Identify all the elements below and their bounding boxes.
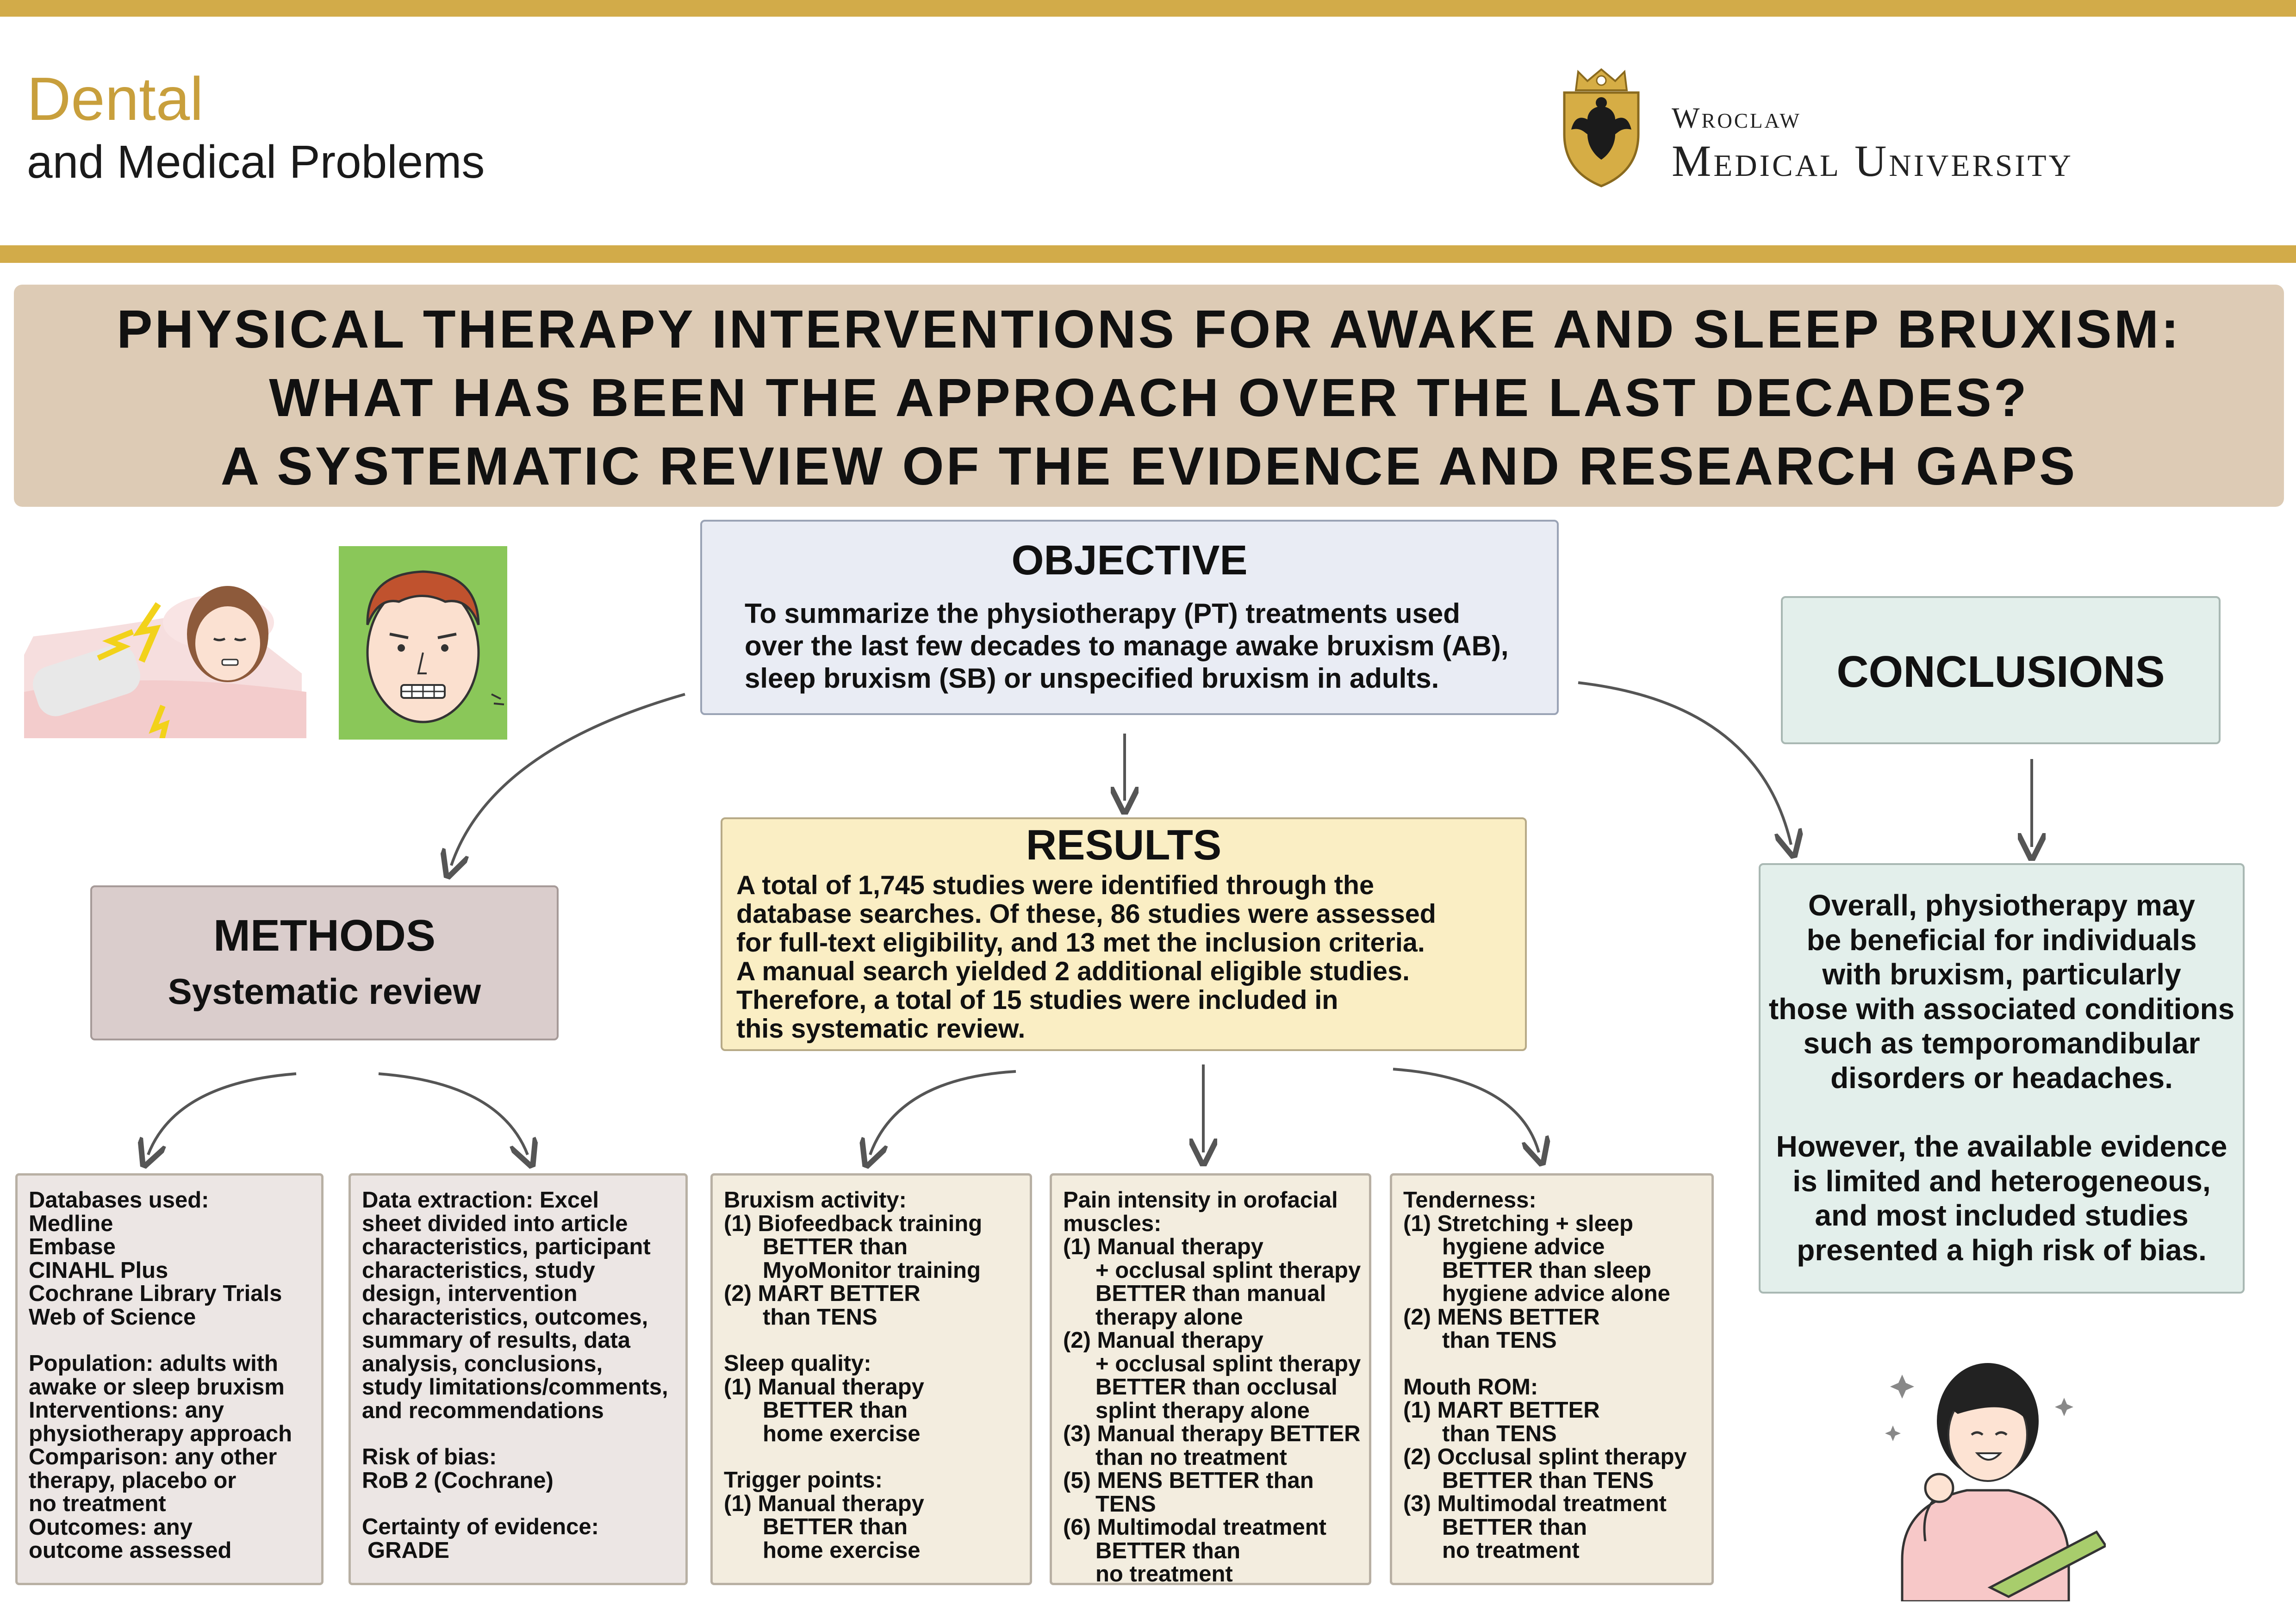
objective-line: To summarize the physiotherapy (PT) treatments used [745, 598, 1460, 629]
box-line: than no treatment [1095, 1444, 1287, 1470]
conclusions-line: such as temporomandibular [1803, 1027, 2200, 1060]
box-line: no treatment [1442, 1538, 1580, 1563]
university-name-line1: Wroclaw [1672, 101, 1801, 134]
box-line: BETTER than [763, 1234, 908, 1259]
box-line: BETTER than [763, 1398, 908, 1423]
conclusions-line: with bruxism, particularly [1822, 958, 2181, 991]
results-line: for full-text eligibility, and 13 met the inclusion criteria. [736, 928, 1425, 958]
box-line: Risk of bias: [362, 1444, 497, 1469]
box-line: (1) Stretching + sleep [1403, 1211, 1633, 1236]
box-line: (1) Manual therapy [724, 1374, 924, 1400]
conclusions-line: Overall, physiotherapy may [1808, 889, 2195, 922]
box-line: home exercise [763, 1421, 921, 1446]
results-line: Therefore, a total of 15 studies were included in [736, 985, 1338, 1015]
objective-heading: OBJECTIVE [1011, 537, 1248, 584]
box-line: and recommendations [362, 1398, 604, 1423]
box-line: (2) MART BETTER [724, 1281, 921, 1306]
box-line: no treatment [1095, 1562, 1233, 1587]
objective-text [745, 597, 1557, 695]
conclusions-line: is limited and heterogeneous, [1792, 1164, 2211, 1198]
results-heading: RESULTS [1026, 822, 1222, 869]
journal-name-line1: Dental [27, 65, 204, 133]
title-line2: WHAT HAS BEEN THE APPROACH OVER THE LAST DECADES? [269, 367, 2029, 428]
box-line: (2) Manual therapy [1063, 1328, 1263, 1353]
box-line: (1) Manual therapy [724, 1491, 924, 1516]
conclusions-line: those with associated conditions [1768, 992, 2235, 1026]
conclusions-text-box [1759, 863, 2245, 1294]
box-line: Medline [29, 1211, 113, 1236]
box-line: summary of results, data [362, 1328, 631, 1353]
methods-subheading: Systematic review [168, 971, 481, 1012]
box-line: MyoMonitor training [763, 1257, 981, 1283]
box-line: BETTER than [1442, 1514, 1587, 1540]
box-line: Data extraction: Excel [362, 1188, 599, 1213]
box-line: (2) Occlusal splint therapy [1403, 1444, 1687, 1469]
box-line: therapy alone [1095, 1304, 1243, 1330]
box-line: (6) Multimodal treatment [1063, 1515, 1326, 1540]
title-line1: PHYSICAL THERAPY INTERVENTIONS FOR AWAKE AND SLEEP BRUXISM: [117, 299, 2181, 359]
pain-intensity-box [1050, 1173, 1371, 1585]
objective-line: over the last few decades to manage awake bruxism (AB), [745, 630, 1509, 661]
box-line: study limitations/comments, [362, 1375, 668, 1400]
box-line: (1) Manual therapy [1063, 1234, 1263, 1259]
box-line: hygiene advice alone [1442, 1281, 1670, 1306]
box-line: therapy, placebo or [29, 1468, 236, 1493]
conclusions-heading-box [1781, 596, 2221, 744]
box-line: no treatment [29, 1491, 166, 1516]
box-line: Outcomes: any [29, 1514, 193, 1540]
box-line: Tenderness: [1403, 1188, 1537, 1213]
conclusions-line: be beneficial for individuals [1806, 923, 2197, 957]
results-text [736, 871, 1525, 1043]
box-line: CINAHL Plus [29, 1257, 168, 1283]
results-line: A total of 1,745 studies were identified through the [736, 871, 1375, 900]
box-line: Cochrane Library Trials [29, 1281, 282, 1306]
results-line: A manual search yielded 2 additional eligible studies. [736, 957, 1410, 986]
box-line: home exercise [763, 1537, 921, 1563]
box-line: + occlusal splint therapy [1095, 1351, 1361, 1376]
tenderness-box [1390, 1173, 1714, 1585]
conclusions-line: and most included studies [1815, 1199, 2189, 1232]
title-line3: A SYSTEMATIC REVIEW OF THE EVIDENCE AND RESEARCH GAPS [220, 436, 2078, 496]
conclusions-line: presented a high risk of bias. [1797, 1233, 2207, 1267]
journal-name-line2: and Medical Problems [27, 136, 485, 188]
box-line: TENS [1095, 1491, 1156, 1517]
bruxism-activity-box [710, 1173, 1032, 1585]
box-line: Population: adults with [29, 1351, 278, 1376]
box-line: analysis, conclusions, [362, 1351, 603, 1376]
conclusions-line: However, the available evidence [1776, 1130, 2228, 1163]
methods-heading: METHODS [213, 911, 436, 960]
results-line: this systematic review. [736, 1014, 1026, 1044]
box-line: design, intervention [362, 1281, 578, 1306]
box-line: Mouth ROM: [1403, 1374, 1538, 1400]
conclusions-para1 [1761, 888, 2243, 1095]
box-line: characteristics, study [362, 1257, 595, 1283]
box-line: outcome assessed [29, 1538, 232, 1563]
conclusions-heading: CONCLUSIONS [1836, 647, 2165, 697]
box-line: BETTER than [763, 1514, 908, 1539]
data-extraction-box [348, 1173, 688, 1585]
box-line: (1) Biofeedback training [724, 1211, 983, 1236]
box-line: splint therapy alone [1095, 1398, 1310, 1423]
box-line: BETTER than sleep [1442, 1257, 1651, 1283]
box-line: (3) Manual therapy BETTER [1063, 1421, 1361, 1446]
box-line: hygiene advice [1442, 1234, 1605, 1259]
box-line: muscles: [1063, 1211, 1162, 1236]
box-line: characteristics, outcomes, [362, 1304, 648, 1330]
box-line: physiotherapy approach [29, 1421, 292, 1446]
box-line: Sleep quality: [724, 1351, 871, 1376]
box-line: RoB 2 (Cochrane) [362, 1468, 554, 1493]
box-line: Interventions: any [29, 1398, 224, 1423]
objective-line: sleep bruxism (SB) or unspecified bruxism in adults. [745, 663, 1439, 694]
box-line: Databases used: [29, 1188, 209, 1213]
objective-box [700, 520, 1559, 715]
university-name-line2: Medical University [1672, 136, 2073, 186]
woman-with-laptop-icon [1874, 1328, 2106, 1601]
box-line: Pain intensity in orofacial [1063, 1188, 1338, 1213]
conclusions-para2 [1761, 1129, 2243, 1267]
box-line: Trigger points: [724, 1468, 883, 1493]
box-line: + occlusal splint therapy [1095, 1257, 1361, 1283]
box-line: GRADE [367, 1537, 449, 1563]
conclusions-line: disorders or headaches. [1830, 1061, 2173, 1095]
databases-box [15, 1173, 324, 1585]
box-line: (2) MENS BETTER [1403, 1304, 1600, 1330]
methods-box [90, 885, 559, 1040]
box-line: Certainty of evidence: [362, 1514, 599, 1539]
box-line: (1) MART BETTER [1403, 1398, 1600, 1423]
box-line: BETTER than TENS [1442, 1468, 1654, 1493]
box-line: (3) Multimodal treatment [1403, 1491, 1667, 1516]
box-line: BETTER than manual [1095, 1281, 1326, 1306]
box-line: characteristics, participant [362, 1234, 651, 1259]
results-line: database searches. Of these, 86 studies were assessed [736, 899, 1436, 929]
box-line: Web of Science [29, 1304, 196, 1330]
box-line: Embase [29, 1234, 116, 1259]
box-line: BETTER than occlusal [1095, 1375, 1338, 1400]
box-line: than TENS [763, 1304, 877, 1330]
box-line: Comparison: any other [29, 1444, 277, 1469]
box-line: than TENS [1442, 1421, 1557, 1446]
box-line: awake or sleep bruxism [29, 1374, 285, 1400]
results-box [721, 817, 1527, 1051]
box-line: than TENS [1442, 1328, 1557, 1353]
box-line: (5) MENS BETTER than [1063, 1468, 1314, 1493]
box-line: sheet divided into article [362, 1211, 628, 1236]
box-line: Bruxism activity: [724, 1188, 907, 1213]
box-line: BETTER than [1095, 1538, 1241, 1563]
